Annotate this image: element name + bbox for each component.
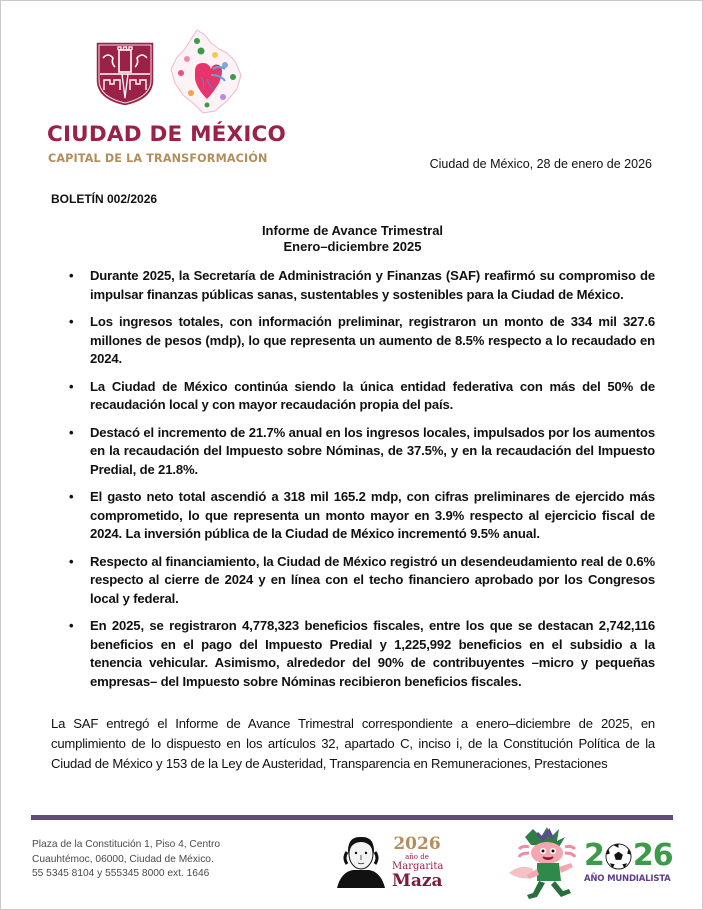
footer-address — [32, 838, 220, 882]
mundial-year — [584, 838, 679, 873]
margarita-last-name: Maza — [392, 871, 443, 891]
soccer-ball-icon — [605, 843, 632, 870]
list-item — [69, 267, 655, 304]
bullet-icon: • — [69, 268, 74, 283]
list-item-text: La Ciudad de México continúa siendo la única entidad federativa con más del 50% de recaudación local y con mayor recaudación propia del país. — [90, 378, 655, 412]
bullet-icon: • — [69, 489, 74, 504]
margarita-maza-logo — [392, 835, 442, 890]
bullet-icon: • — [69, 378, 74, 394]
date-line: Ciudad de México, 28 de enero de 2026 — [429, 157, 652, 171]
margarita-year: 2026 — [393, 834, 441, 854]
list-item — [69, 488, 655, 544]
cdmx-heart-map-icon — [167, 27, 247, 115]
document-title-line2: Enero–diciembre 2025 — [283, 239, 422, 254]
bullet-icon: • — [69, 553, 74, 569]
list-item-text: En 2025, se registraron 4,778,323 beneficios fiscales, entre los que se destacan 2,742,116 beneficios en el pago del Impuesto Predial y 1,225,992 beneficios en el subsidio a la tenencia vehicular. Asimismo, alrededor del 90% de contribuyentes –micro y pequeñas empresas– del Impuesto sobre Nóminas recibieron beneficios fiscales. — [90, 618, 655, 689]
mundial-2026-logo — [584, 838, 679, 884]
closing-paragraph: La SAF entregó el Informe de Avance Trimestral correspondiente a enero–diciembre de 2025, en cumplimiento de lo dispuesto en los artículos 32, apartado C, inciso i, de la Constitución Política de la Ciudad de México y 153 de la Ley de Austeridad, Transparencia en Remuneraciones, Prestaciones — [51, 716, 655, 771]
margarita-ano-de: año de — [405, 853, 429, 861]
phone-line: 55 5345 8104 y 555345 8000 ext. 1646 — [32, 868, 210, 879]
bulletin-number: BOLETÍN 002/2026 — [51, 192, 158, 206]
bullet-icon: • — [69, 618, 74, 633]
shield-icon — [94, 40, 156, 108]
document-title — [1, 223, 703, 255]
highlights-list — [69, 267, 655, 700]
mundial-subtitle: AÑO MUNDIALISTA — [584, 874, 671, 884]
mundial-year-digit: 2 — [584, 838, 604, 873]
address-line: Plaza de la Constitución 1, Piso 4, Centro — [32, 839, 221, 850]
address-line: Cuauhtémoc, 06000, Ciudad de México. — [32, 853, 214, 865]
list-item — [69, 553, 655, 609]
list-item-text: Respecto al financiamiento, la Ciudad de México registró un desendeudamiento real de 0.6% respecto al cierre de 2024 y en línea con el techo financiero aprobado por los Congresos local y federal. — [90, 553, 655, 606]
margarita-first-name: Margarita — [392, 861, 444, 872]
brand-subtitle: CAPITAL DE LA TRANSFORMACIÓN — [48, 152, 268, 165]
list-item-text: El gasto neto total ascendió a 318 mil 165.2 mdp, con cifras preliminares de ejercido más comprometido, lo que representa un monto mayor en 3.9% respecto al ejercicio fiscal de 2024. La inversión pública de la Ciudad de México incrementó 9.5% anual. — [90, 489, 655, 541]
bullet-icon: • — [69, 314, 74, 329]
list-item-text: Destacó el incremento de 21.7% anual en los ingresos locales, impulsados por los aumentos en la recaudación del Impuesto sobre Nóminas, de 37.5%, y en la recaudación del Impuesto Predial, de 21.8%. — [90, 424, 655, 477]
mundial-year-digits: 26 — [632, 838, 673, 873]
footer-divider — [31, 815, 673, 820]
list-item — [69, 617, 655, 691]
margarita-maza-portrait-icon — [333, 832, 389, 888]
list-item — [69, 424, 655, 480]
header-emblems — [47, 27, 247, 117]
list-item — [69, 313, 655, 369]
axolotl-mascot-icon — [507, 823, 587, 903]
document-title-line1: Informe de Avance Trimestral — [261, 223, 444, 238]
bullet-icon: • — [69, 424, 74, 440]
brand-title: CIUDAD DE MÉXICO — [47, 122, 286, 147]
list-item-text: Los ingresos totales, con información preliminar, registraron un monto de 334 mil 327.6 millones de pesos (mdp), lo que representa un aumento de 8.5% respecto a lo recaudado en 2024. — [90, 314, 655, 366]
list-item-text: Durante 2025, la Secretaría de Administración y Finanzas (SAF) reafirmó su compromiso de impulsar finanzas públicas sanas, sustentables y sostenibles para la Ciudad de México. — [90, 268, 655, 302]
list-item — [69, 378, 655, 415]
